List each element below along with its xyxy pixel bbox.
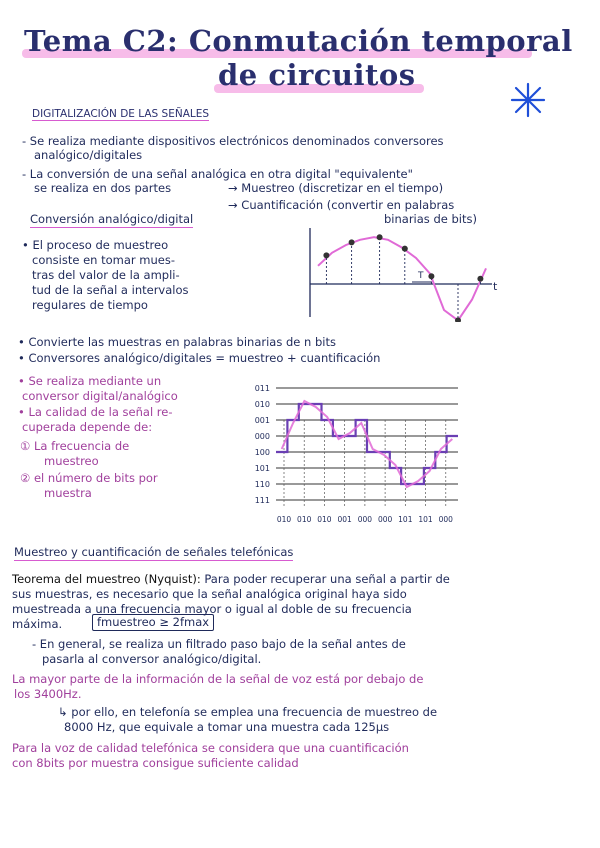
y-tick-label: 111 (254, 496, 270, 505)
calidad-line-2: con 8bits por muestra consigue suficiente calidad (12, 756, 299, 770)
sampling-graph-t-label: t (493, 280, 498, 293)
teorema-title: Teorema del muestreo (Nyquist): (12, 572, 201, 586)
page-title-line2: de circuitos (218, 58, 416, 92)
x-tick-label: 101 (398, 515, 413, 524)
filtrado-line-1: - En general, se realiza un filtrado paso bajo de la señal antes de (32, 637, 406, 651)
conversion-p1: • El proceso de muestreo (22, 238, 169, 252)
voz-line-1: La mayor parte de la información de la señal de voz está por debajo de (12, 672, 424, 686)
teorema-line-4: máxima. (12, 617, 63, 631)
teorema-line-1 (12, 572, 450, 587)
telefonia-line-2: 8000 Hz, que equivale a tomar una muestra cada 125μs (64, 720, 390, 734)
conversion-p3: tras del valor de la ampli- (32, 268, 180, 282)
digitalizacion-bullet-1-cont: analógico/digitales (34, 148, 143, 162)
x-tick-label: 000 (377, 515, 393, 524)
quantized-signal-line (276, 404, 458, 484)
calidad-item-2: ② el número de bits por (20, 471, 158, 485)
muestreo-arrow: → Muestreo (discretizar en el tiempo) (228, 181, 444, 195)
y-tick-label: 011 (254, 384, 270, 393)
calidad-line-1: Para la voz de calidad telefónica se considera que una cuantificación (12, 741, 409, 755)
sampling-graph (300, 222, 500, 322)
sample-point (402, 246, 408, 252)
teorema-line-3: muestreada a una frecuencia mayor o igual al doble de su frecuencia (12, 602, 412, 616)
x-tick-label: 010 (276, 515, 292, 524)
cuantificacion-arrow: → Cuantificación (convertir en palabras (228, 198, 455, 212)
digitalizacion-bullet-2-cont: se realiza en dos partes (34, 181, 172, 195)
sample-point (349, 239, 355, 245)
conversion-bullet-conversor-l2: conversor digital/analógico (22, 389, 178, 403)
digitalizacion-bullet-1: - Se realiza mediante dispositivos electrónicos denominados conversores (22, 134, 444, 148)
nyquist-formula-box: fmuestreo ≥ 2fmax (92, 614, 214, 631)
teorema-line-2: sus muestras, es necesario que la señal analógica original haya sido (12, 587, 407, 601)
conversion-bullet-conversor-l1: • Se realiza mediante un (18, 374, 162, 388)
page-title: Tema C2: Conmutación temporal (24, 24, 573, 58)
conversion-bullet-calidad-l2: cuperada depende de: (22, 420, 153, 434)
x-tick-label: 010 (317, 515, 332, 524)
sample-point (323, 252, 329, 258)
cuantificacion-arrow-cont: binarias de bits) (384, 212, 477, 226)
y-tick-label: 100 (254, 448, 270, 457)
section-heading-muestreo: Muestreo y cuantificación de señales telefónicas (14, 545, 294, 559)
y-tick-label: 101 (254, 464, 270, 473)
y-tick-label: 000 (254, 432, 270, 441)
calidad-item-1-cont: muestreo (44, 454, 99, 468)
x-tick-label: 010 (297, 515, 312, 524)
y-tick-label: 001 (254, 416, 270, 425)
sample-point (428, 273, 434, 279)
y-tick-label: 110 (254, 480, 270, 489)
sampling-graph-T-label: T (418, 271, 424, 281)
quantization-graph (240, 378, 465, 538)
conversion-bullet-conversores: • Conversores analógico/digitales = muestreo + cuantificación (18, 351, 381, 365)
teorema-text-1: Para poder recuperar una señal a partir de (200, 572, 450, 586)
x-tick-label: 000 (357, 515, 373, 524)
sample-point (377, 234, 383, 240)
y-tick-label: 010 (254, 400, 270, 409)
calidad-item-1: ① La frecuencia de (20, 439, 130, 453)
conversion-bullet-calidad-l1: • La calidad de la señal re- (18, 405, 173, 419)
x-tick-label: 000 (438, 515, 453, 524)
telefonia-line-1: ↳ por ello, en telefonía se emplea una frecuencia de muestreo de (58, 705, 438, 719)
calidad-item-2-cont: muestra (44, 486, 92, 500)
conversion-p2: consiste en tomar mues- (32, 253, 175, 267)
x-tick-label: 001 (337, 515, 352, 524)
digitalizacion-bullet-2: - La conversión de una señal analógica en otra digital "equivalente" (22, 167, 413, 181)
sample-point (477, 276, 483, 282)
star-doodle-icon (508, 80, 548, 120)
x-tick-label: 101 (418, 515, 433, 524)
voz-line-2: los 3400Hz. (14, 687, 82, 701)
conversion-p5: regulares de tiempo (32, 298, 148, 312)
section-heading-digitalizacion: DIGITALIZACIÓN DE LAS SEÑALES (32, 108, 210, 120)
conversion-p4: tud de la señal a intervalos (32, 283, 189, 297)
conversion-bullet-binarias: • Convierte las muestras en palabras binarias de n bits (18, 335, 336, 349)
filtrado-line-2: pasarla al conversor analógico/digital. (42, 652, 262, 666)
section-heading-conversion: Conversión analógico/digital (30, 212, 194, 226)
